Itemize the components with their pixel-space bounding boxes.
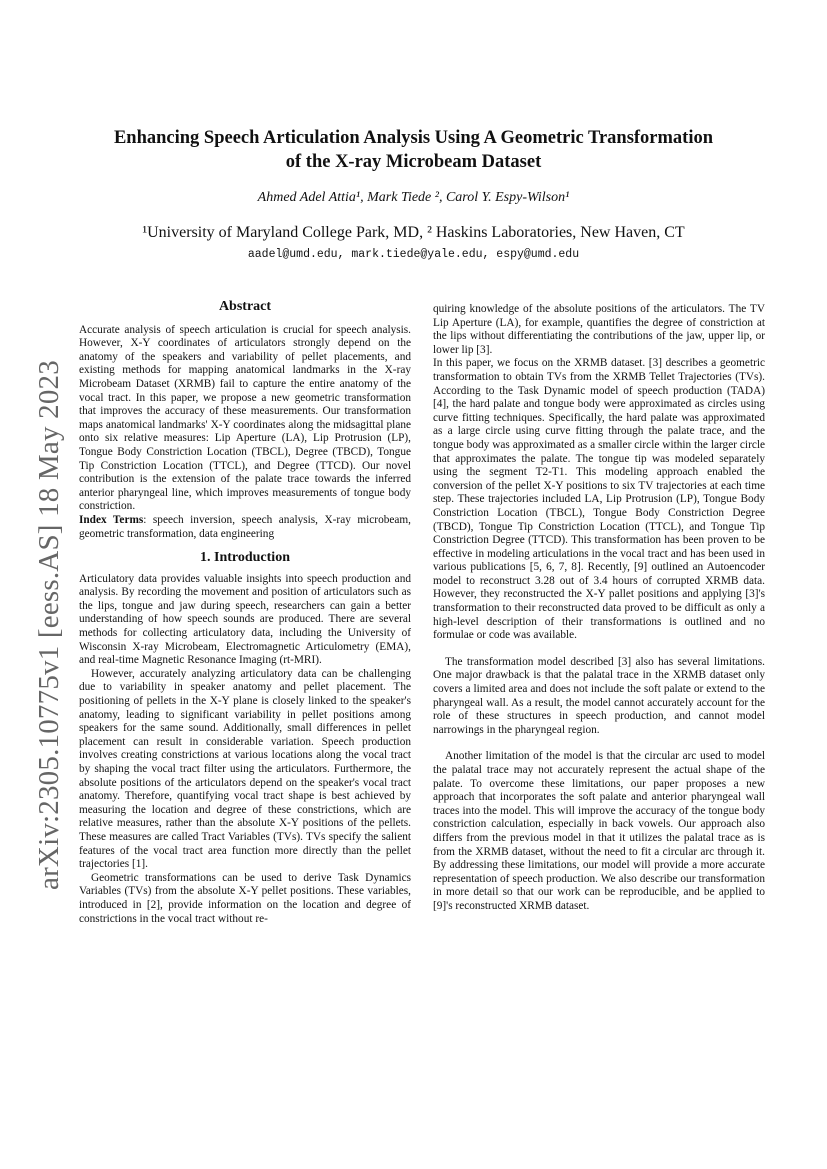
title-line-1: Enhancing Speech Articulation Analysis Using A Geometric Transformation [113, 128, 714, 148]
introduction-heading: 1. Introduction [200, 550, 290, 566]
right-paragraph-3: The transformation model described [3] also has several limitations. One major drawback is that the palatal trace in the XRMB dataset only covers a limited area and does not include the soft palate or extend to the pharyngeal wall. As a result, the model cannot accurately account for the role of these structures in speech production, and cannot model narrowings in the pharyngeal region. [433, 655, 765, 736]
right-paragraph-2: In this paper, we focus on the XRMB dataset. [3] describes a geometric transformation to obtain TVs from the XRMB Tellet Trajectories (TVs). According to the Task Dynamic model of speech production (TADA) [4], the hard palate and tongue body were approximated as circles using curve fitting techniques. Specifically, the hard palate was approximated as a large circle using curve fitting through the palate trace, and the tongue body was approximated as a smaller circle within the larger circle that approximates the palate. The tongue tip was modeled separately using the segment T2-T1. This modeling approach enabled the conversion of the pellet X-Y positions to six TV trajectories at each time step. These trajectories included LA, Lip Protrusion (LP), Tongue Body Constriction Location (TBCL), Tongue Body Constriction Degree (TBCD), Tongue Tip Constriction Location (TTCL), and Tongue Tip Constriction Degree (TTCD). This transformation has been proven to be effective in modeling articulations in the vocal tract and has been used in various publications [5, 6, 7, 8]. Recently, [9] outlined an Autoencoder model to reconstruct 3.28 out of 3.4 hours of corrupted XRMB data. However, they reconstructed the X-Y pallet positions and applying [3]'s transformation to their reconstructed data proved to be difficult as only a high-level description of their transformations is outlined and no formulae or code was available. [433, 357, 765, 642]
index-terms-label: Index Terms [79, 513, 144, 526]
index-terms [79, 514, 411, 541]
intro-paragraph-3: Geometric transformations can be used to derive Task Dynamics Variables (TVs) from the absolute X-Y pellet positions. These variables, introduced in [2], provide information on the location and degree of constrictions in the vocal tract without re- [79, 871, 411, 925]
author-emails: aadel@umd.edu, mark.tiede@yale.edu, espy@umd.edu [247, 248, 580, 261]
index-terms-text: : speech inversion, speech analysis, X-ray microbeam, geometric transformation, data engineering [79, 513, 412, 540]
right-column [433, 303, 765, 914]
intro-paragraph-2: However, accurately analyzing articulatory data can be challenging due to variability in speaker anatomy and pellet placement. The positioning of pellets in the X-Y plane is closely linked to the speaker's anatomy, leading to significant variability in pellet positions among speakers for the same sound. Additionally, small differences in pellet placement can result in considerable variation. Speech production involves creating constrictions at various locations along the vocal tract by shaping the vocal tract filter using the articulators. Furthermore, the absolute positions of the articulators depend on the speaker's vocal tract anatomy. Therefore, quantifying vocal tract shape is best achieved by measuring the location and degree of these constrictions, which are relative measures, rather than the absolute X-Y positions of the pellets. These measures are called Tract Variables (TVs). TVs specify the salient features of the vocal tract area function more directly than the pellet trajectories [1]. [79, 667, 411, 871]
title-line-2: of the X-ray Microbeam Dataset [285, 152, 542, 172]
left-column [79, 300, 411, 926]
authors: Ahmed Adel Attia¹, Mark Tiede ², Carol Y. Espy-Wilson¹ [257, 190, 570, 205]
arxiv-identifier: arXiv:2305.10775v1 [eess.AS] 18 May 2023 [33, 360, 65, 890]
paper-title [60, 126, 767, 174]
arxiv-sidebar [8, 250, 65, 890]
abstract-heading: Abstract [218, 299, 272, 314]
abstract-text: Accurate analysis of speech articulation is crucial for speech analysis. However, X-Y coordinates of articulators strongly depend on the anatomy of the speakers and variability of pellet placements, and existing methods for mapping anatomical landmarks in the X-ray Microbeam Dataset (XRMB) fail to capture the entire anatomy of the vocal tract. In this paper, we propose a new geometric transformation that improves the accuracy of these measurements. Our transformation maps anatomical landmarks' X-Y coordinates along the midsagittal plane onto six relative measures: Lip Aperture (LA), Lip Protrusion (LP), Tongue Body Constriction Location (TBCL), Degree (TBCD), Tongue Tip Constriction Location (TTCL), and Degree (TTCD). Our novel contribution is the extension of the palate trace towards the inferred anterior pharyngeal line, which improves measurements of tongue body constriction. [79, 323, 411, 513]
right-paragraph-1: quiring knowledge of the absolute positions of the articulators. The TV Lip Aperture (LA), for example, quantifies the degree of constriction at the lips without differentiating the contributions of the jaw, upper lip, or lower lip [3]. [433, 303, 765, 356]
affiliations: ¹University of Maryland College Park, MD, ² Haskins Laboratories, New Haven, CT [142, 224, 685, 241]
right-paragraph-4: Another limitation of the model is that the circular arc used to model the palatal trace may not accurately represent the actual shape of the palate. To overcome these limitations, our paper proposes a new approach that incorporates the soft palate and anterior pharyngeal wall traces into the model. This will improve the accuracy of the tongue body constriction calculation, especially in back vowels. Our approach also differs from the previous model in that it utilizes the palatal trace as is from the XRMB dataset, without the need to fit a circular arc through it. By addressing these limitations, our model will provide a more accurate representation of speech production. We also describe our transformation in more detail so that our work can be reproducible, and be applied to [9]'s reconstructed XRMB dataset. [433, 750, 765, 912]
intro-paragraph-1: Articulatory data provides valuable insights into speech production and analysis. By recording the movement and position of articulators such as the lips, tongue and jaw during speech, researchers can gain a better understanding of how speech sounds are produced. There are several methods for collecting articulatory data, including the University of Wisconsin X-ray Microbeam, Electromagnetic Articulometry (EMA), and real-time Magnetic Resonance Imaging (rt-MRI). [79, 572, 411, 667]
